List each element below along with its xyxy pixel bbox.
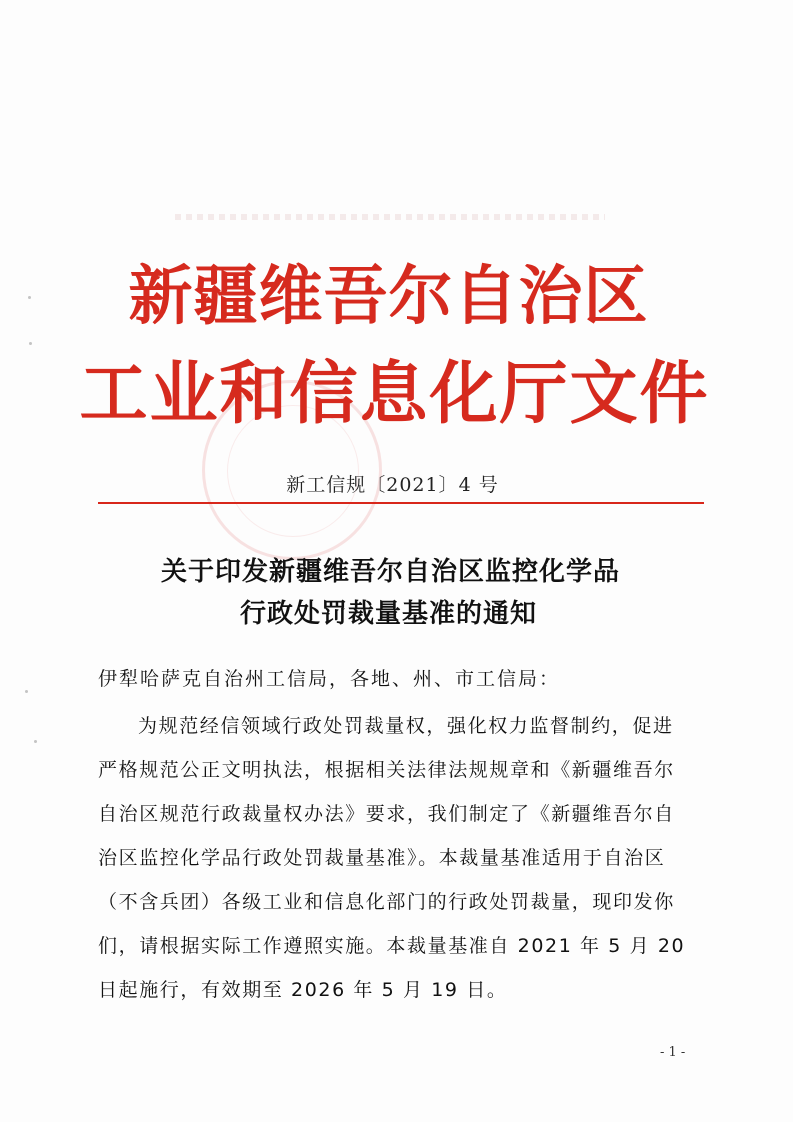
body-line: 治区监控化学品行政处罚裁量基准》。本裁量基准适用于自治区 [98,847,666,869]
notice-title-line2: 行政处罚裁量基准的通知 [239,599,537,629]
scan-speck [34,740,37,743]
issuing-authority-line2: 工业和信息化厅文件 [79,354,710,434]
notice-title-line1: 关于印发新疆维吾尔自治区监控化学品 [160,557,620,587]
salutation: 伊犁哈萨克自治州工信局，各地、州、市工信局： [98,668,561,690]
issuing-authority-line1: 新疆维吾尔自治区 [128,259,649,334]
body-line: 为规范经信领域行政处罚裁量权，强化权力监督制约，促进 [138,715,674,737]
scan-speck [25,690,28,693]
body-line: 严格规范公正文明执法，根据相关法律法规规章和《新疆维吾尔 [98,759,675,781]
body-paragraph [98,704,698,1012]
document-number: 新工信规〔2021〕4 号 [286,474,499,496]
body-line: 日起施行，有效期至 2026 年 5 月 19 日。 [98,979,508,1001]
red-divider-rule [98,502,704,504]
faint-background-line [175,214,605,220]
body-line: （不含兵团）各级工业和信息化部门的行政处罚裁量，现印发你 [98,891,675,913]
body-line: 们，请根据实际工作遵照实施。本裁量基准自 2021 年 5 月 20 [98,935,686,957]
page-number: - 1 - [660,1045,686,1060]
body-line: 自治区规范行政裁量权办法》要求，我们制定了《新疆维吾尔自 [98,803,675,825]
